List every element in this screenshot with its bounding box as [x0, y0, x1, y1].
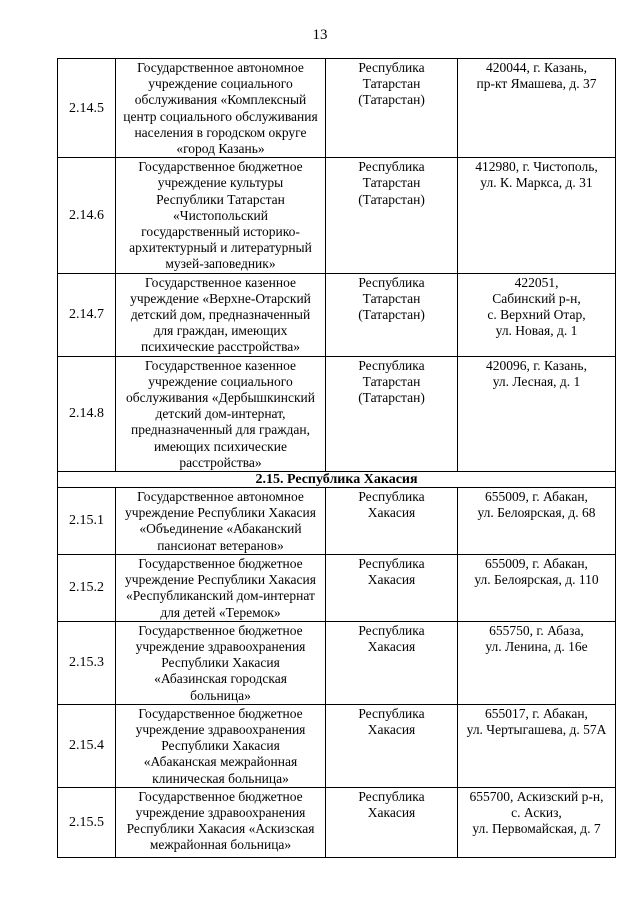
row-number: 2.15.4 — [58, 704, 116, 787]
section-title: 2.15. Республика Хакасия — [58, 472, 616, 488]
table-row — [58, 554, 616, 621]
region-name: Республика Хакасия — [326, 621, 458, 704]
institution-name: Государственное бюджетное учреждение Республики Хакасия «Республиканский дом-интернат для детей «Теремок» — [116, 554, 326, 621]
institution-name: Государственное автономное учреждение социального обслуживания «Комплексный центр социального обслуживания населения в городском округе «город Казань» — [116, 59, 326, 158]
region-name: Республика Хакасия — [326, 554, 458, 621]
table-row — [58, 356, 616, 471]
institution-name: Государственное бюджетное учреждение здравоохранения Республики Хакасия «Абазинская городская больница» — [116, 621, 326, 704]
row-number: 2.15.3 — [58, 621, 116, 704]
row-number: 2.14.8 — [58, 356, 116, 471]
institution-address: 655009, г. Абакан, ул. Белоярская, д. 110 — [458, 554, 616, 621]
table-row — [58, 273, 616, 356]
region-name: Республика Татарстан (Татарстан) — [326, 356, 458, 471]
institution-name: Государственное бюджетное учреждение здравоохранения Республики Хакасия «Абаканская межрайонная клиническая больница» — [116, 704, 326, 787]
region-name: Республика Татарстан (Татарстан) — [326, 158, 458, 273]
institution-address: 420044, г. Казань, пр-кт Ямашева, д. 37 — [458, 59, 616, 158]
institution-address: 420096, г. Казань, ул. Лесная, д. 1 — [458, 356, 616, 471]
region-name: Республика Хакасия — [326, 488, 458, 555]
registry-table — [57, 58, 616, 858]
row-number: 2.15.2 — [58, 554, 116, 621]
table-row — [58, 488, 616, 555]
institution-address: 412980, г. Чистополь, ул. К. Маркса, д. 31 — [458, 158, 616, 273]
row-number: 2.14.7 — [58, 273, 116, 356]
institution-address: 655750, г. Абаза, ул. Ленина, д. 16е — [458, 621, 616, 704]
row-number: 2.15.5 — [58, 787, 116, 857]
region-name: Республика Татарстан (Татарстан) — [326, 59, 458, 158]
table-row — [58, 59, 616, 158]
row-number: 2.14.5 — [58, 59, 116, 158]
institution-name: Государственное бюджетное учреждение здравоохранения Республики Хакасия «Аскизская межрайонная больница» — [116, 787, 326, 857]
institution-address: 655017, г. Абакан, ул. Чертыгашева, д. 57А — [458, 704, 616, 787]
table-row — [58, 158, 616, 273]
row-number: 2.15.1 — [58, 488, 116, 555]
row-number: 2.14.6 — [58, 158, 116, 273]
institution-address: 422051, Сабинский р-н, с. Верхний Отар, ул. Новая, д. 1 — [458, 273, 616, 356]
institution-name: Государственное казенное учреждение «Верхне-Отарский детский дом, предназначенный для граждан, имеющих психические расстройства» — [116, 273, 326, 356]
region-name: Республика Татарстан (Татарстан) — [326, 273, 458, 356]
institution-name: Государственное казенное учреждение социального обслуживания «Дербышкинский детский дом-интернат, предназначенный для граждан, имеющих психические расстройства» — [116, 356, 326, 471]
table-row — [58, 787, 616, 857]
region-name: Республика Хакасия — [326, 704, 458, 787]
table-row — [58, 621, 616, 704]
institution-name: Государственное бюджетное учреждение культуры Республики Татарстан «Чистопольский государственный историко- архитектурный и литературный музей-заповедник» — [116, 158, 326, 273]
section-header-row — [58, 472, 616, 488]
institution-name: Государственное автономное учреждение Республики Хакасия «Объединение «Абаканский пансионат ветеранов» — [116, 488, 326, 555]
institution-address: 655700, Аскизский р-н, с. Аскиз, ул. Первомайская, д. 7 — [458, 787, 616, 857]
table-row — [58, 704, 616, 787]
institution-address: 655009, г. Абакан, ул. Белоярская, д. 68 — [458, 488, 616, 555]
region-name: Республика Хакасия — [326, 787, 458, 857]
page-number: 13 — [312, 27, 328, 43]
